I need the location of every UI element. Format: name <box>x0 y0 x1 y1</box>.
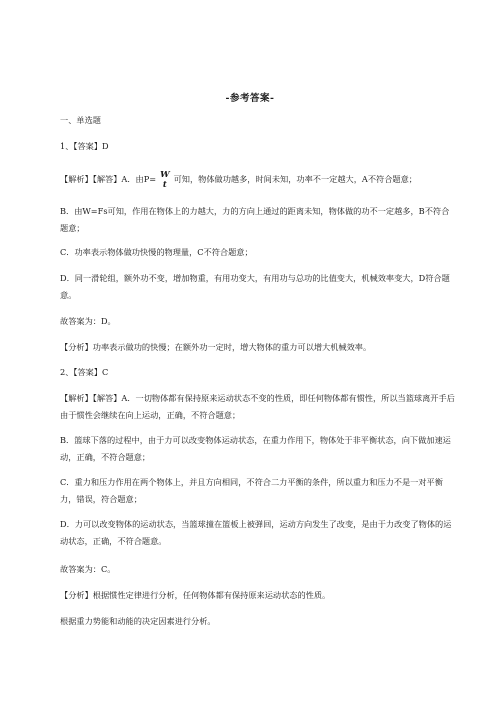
q1-conclusion: 故答案为：D。 <box>60 316 116 326</box>
q1-option-c: C．功率表示物体做功快慢的物理量，C不符合题意； <box>60 247 253 257</box>
q2-option-b: B．篮球下落的过程中，由于力可以改变物体运动状态，在重力作用下，物体处于非平衡状态，向下做加速运动，正确，不符合题意； <box>60 435 451 462</box>
q2-option-a: 【解析】【解答】A．一切物体都有保持原来运动状态不变的性质，即任何物体都有惯性，所以当篮球离开手后由于惯性会继续在向上运动，正确，不符合题意； <box>60 393 455 420</box>
q1-analysis-a <box>60 170 460 190</box>
q2-conclusion: 故答案为：C。 <box>60 564 116 574</box>
q1-answer: 1、【答案】D <box>60 141 109 151</box>
q2-option-d: D．力可以改变物体的运动状态，当篮球撞在篮板上被弹回，运动方向发生了改变，是由于力改变了物体的运动状态，正确，不符合题意。 <box>60 519 452 546</box>
page-title: -参考答案- <box>225 93 275 104</box>
power-formula-fraction <box>160 170 170 190</box>
q2-answer: 2、【答案】C <box>60 367 109 377</box>
q1-fenxi: 【分析】功率表示做功的快慢；在额外功一定时，增大物体的重力可以增大机械效率。 <box>60 342 372 352</box>
q1-analysis-prefix: 【解析】【解答】A．由P= <box>60 174 157 184</box>
fraction-numerator: W <box>160 170 170 180</box>
q2-fenxi: 【分析】根据惯性定律进行分析，任何物体都有保持原来运动状态的性质。 <box>60 590 331 600</box>
q2-option-c: C．重力和压力作用在两个物体上，并且方向相同，不符合二力平衡的条件，所以重力和压力不是一对平衡力，错误，符合题意； <box>60 477 443 504</box>
q1-analysis-suffix: 可知，物体做功越多，时间未知，功率不一定越大，A不符合题意； <box>173 174 417 184</box>
fraction-denominator: t <box>162 180 167 190</box>
q1-option-b: B．由W=Fs可知，作用在物体上的力越大，力的方向上通过的距离未知，物体做的功不一定越多，B不符合题意； <box>60 206 450 233</box>
q2-extra: 根据重力势能和动能的决定因素进行分析。 <box>60 616 216 626</box>
section-heading: 一、单选题 <box>60 115 101 125</box>
q1-option-d: D．同一滑轮组，额外功不变，增加物重，有用功变大，有用功与总功的比值变大，机械效率变大，D符合题意。 <box>60 273 450 300</box>
